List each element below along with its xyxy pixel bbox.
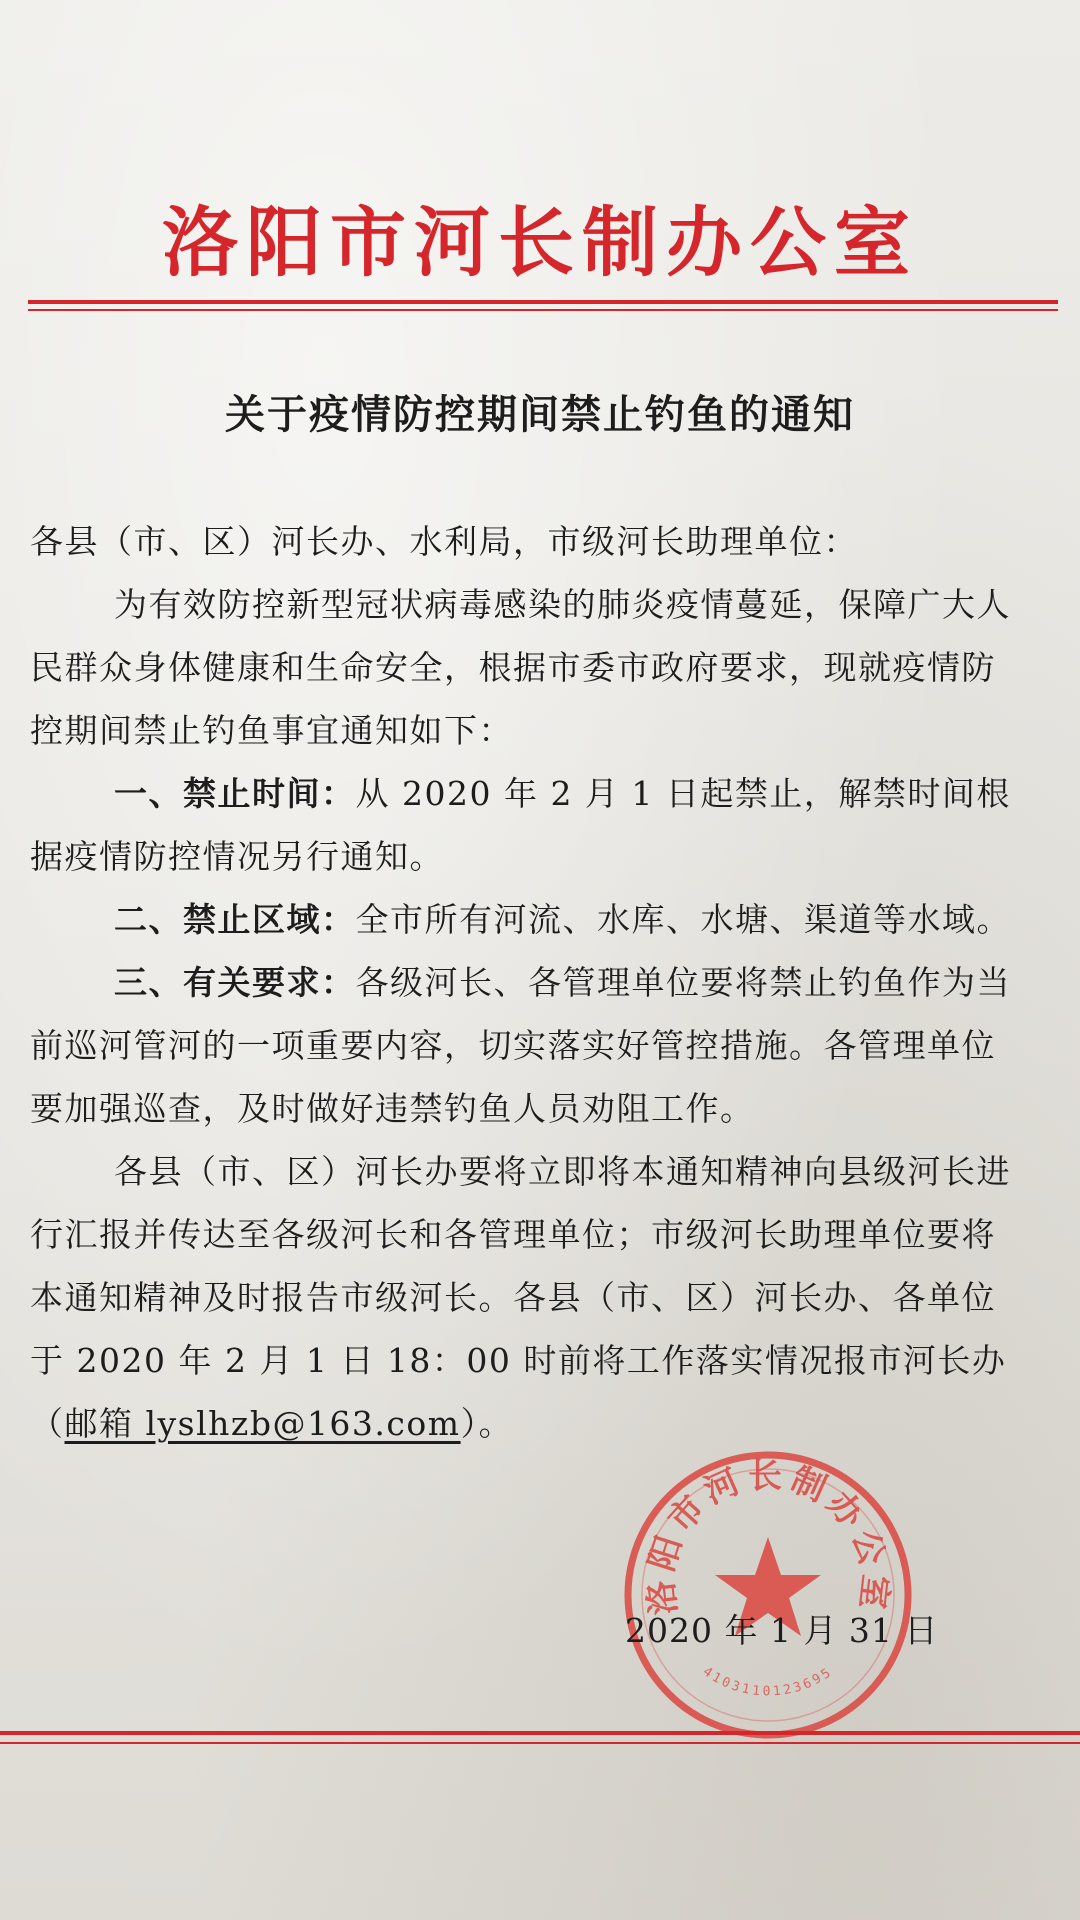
footer-red-rule-thin — [0, 1742, 1080, 1744]
issuer-header: 洛阳市河长制办公室 — [162, 198, 918, 287]
addressee-line: 各县（市、区）河长办、水利局，市级河长助理单位： — [30, 522, 858, 561]
item-ban-area — [30, 888, 1020, 951]
closing-end: ）。 — [460, 1404, 514, 1443]
intro-paragraph: 为有效防控新型冠状病毒感染的肺炎疫情蔓延，保障广大人民群众身体健康和生命安全，根据市委市政府要求，现就疫情防控期间禁止钓鱼事宜通知如下： — [30, 585, 1011, 750]
email-reference: 邮箱 lyslhzb@163.com — [64, 1404, 461, 1443]
item-heading: 三、有关要求： — [114, 963, 356, 1002]
item-text: 各级河长、各管理单位要将禁止钓鱼作为当前巡河管河的一项重要内容，切实落实好管控措施。各管理单位要加强巡查，及时做好违禁钓鱼人员劝阻工作。 — [30, 963, 1011, 1128]
item-text: 从 2020 年 2 月 1 日起禁止，解禁时间根据疫情防控情况另行通知。 — [30, 774, 1011, 876]
header-red-rule-thin — [28, 309, 1058, 311]
closing-paragraph — [30, 1140, 1020, 1455]
closing-text: 各县（市、区）河长办要将立即将本通知精神向县级河长进行汇报并传达至各级河长和各管理单位；市级河长助理单位要将本通知精神及时报告市级河长。各县（市、区）河长办、各单位于 2020 年 2 月 1 日 18：00 时前将工作落实情况报市河长办（ — [30, 1152, 1011, 1443]
item-ban-time — [30, 762, 1020, 888]
header-red-rule — [28, 300, 1058, 304]
footer-red-rule — [0, 1731, 1080, 1735]
item-heading: 二、禁止区域： — [114, 900, 356, 939]
item-text: 全市所有河流、水库、水塘、渠道等水域。 — [355, 900, 1011, 939]
official-seal — [618, 1445, 918, 1745]
item-requirements — [30, 951, 1020, 1140]
seal-text: 洛阳市河长制办公室 — [640, 1456, 896, 1617]
notice-body — [30, 510, 1020, 1455]
notice-title: 关于疫情防控期间禁止钓鱼的通知 — [225, 391, 855, 438]
seal-code: 4103110123695 — [700, 1664, 836, 1700]
item-heading: 一、禁止时间： — [114, 774, 356, 813]
issue-date: 2020 年 1 月 31 日 — [625, 1611, 939, 1650]
